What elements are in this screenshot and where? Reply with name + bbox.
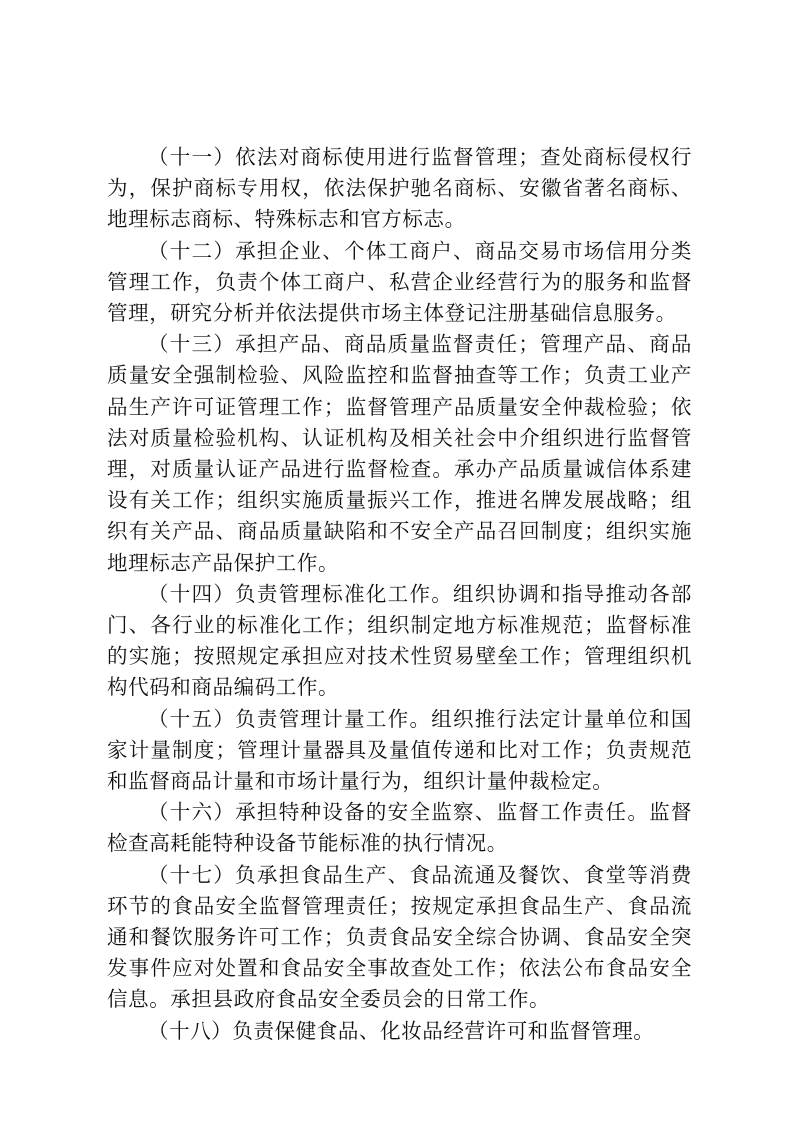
paragraph-item-17: （十七）负承担食品生产、食品流通及餐饮、食堂等消费环节的食品安全监督管理责任；按规定承担食品生产、食品流通和餐饮服务许可工作；负责食品安全综合协调、食品安全突发事件应对处置和食品安全事故查处工作；依法公布食品安全信息。承担县政府食品安全委员会的日常工作。 — [107, 862, 692, 1012]
paragraph-item-13: （十三）承担产品、商品质量监督责任；管理产品、商品质量安全强制检验、风险监控和监督抽查等工作；负责工业产品生产许可证管理工作；监督管理产品质量安全仲裁检验；依法对质量检验机构、认证机构及相关社会中介组织进行监督管理，对质量认证产品进行监督检查。承办产品质量诚信体系建设有关工作；组织实施质量振兴工作，推进名牌发展战略；组织有关产品、商品质量缺陷和不安全产品召回制度；组织实施地理标志产品保护工作。 — [107, 332, 692, 575]
paragraph-item-16: （十六）承担特种设备的安全监察、监督工作责任。监督检查高耗能特种设备节能标准的执行情况。 — [107, 800, 692, 856]
document-page — [107, 142, 692, 1047]
paragraph-item-14: （十四）负责管理标准化工作。组织协调和指导推动各部门、各行业的标准化工作；组织制定地方标准规范；监督标准的实施；按照规定承担应对技术性贸易壁垒工作；管理组织机构代码和商品编码工作。 — [107, 581, 692, 700]
paragraph-item-18: （十八）负责保健食品、化妆品经营许可和监督管理。 — [148, 1018, 655, 1043]
paragraph-item-12: （十二）承担企业、个体工商户、商品交易市场信用分类管理工作，负责个体工商户、私营企业经营行为的服务和监督管理，研究分析并依法提供市场主体登记注册基础信息服务。 — [107, 238, 692, 326]
paragraph-item-15: （十五）负责管理计量工作。组织推行法定计量单位和国家计量制度；管理计量器具及量值传递和比对工作；负责规范和监督商品计量和市场计量行为，组织计量仲裁检定。 — [107, 706, 692, 794]
paragraph-item-11: （十一）依法对商标使用进行监督管理；查处商标侵权行为，保护商标专用权，依法保护驰名商标、安徽省著名商标、地理标志商标、特殊标志和官方标志。 — [107, 145, 692, 232]
